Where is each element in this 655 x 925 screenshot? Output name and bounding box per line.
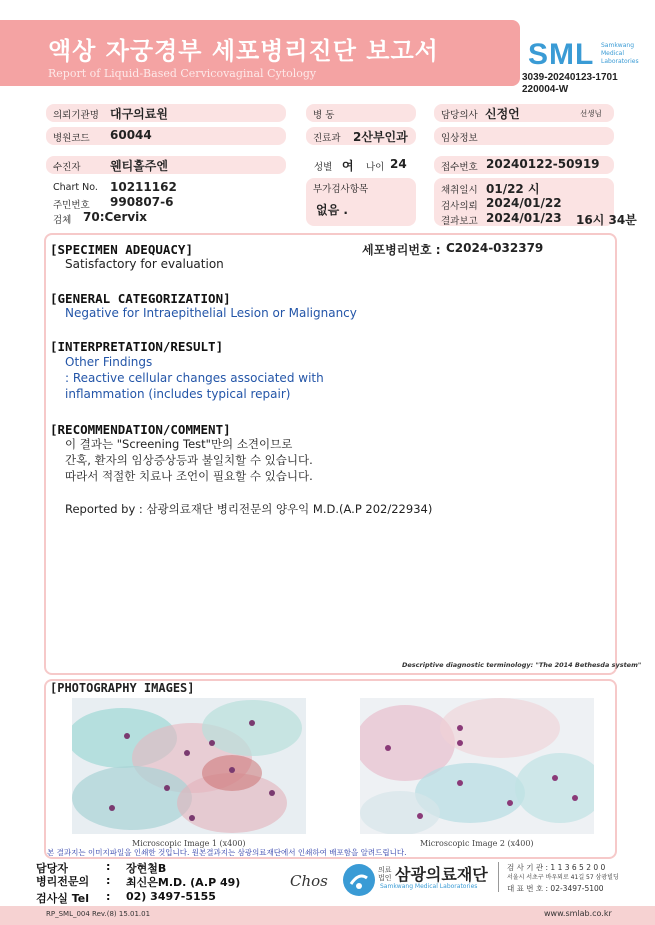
report-date-value: 2024/01/23	[486, 211, 562, 225]
lab-tel-colon: :	[106, 890, 111, 903]
image-2-caption: Microscopic Image 2 (x400)	[420, 839, 534, 848]
website-link[interactable]: www.smlab.co.kr	[544, 909, 612, 918]
department-value: 2산부인과	[353, 130, 408, 144]
lab-tel-value: 02) 3497-5155	[126, 890, 216, 903]
cytology-no-label: 세포병리번호 :	[362, 243, 441, 257]
category-text: Negative for Intraepithelial Lesion or Malignancy	[65, 306, 357, 320]
age-label: 나이	[366, 162, 385, 173]
receipt-no-label: 접수번호	[441, 162, 478, 173]
photo-title: [PHOTOGRAPHY IMAGES]	[50, 681, 195, 695]
signature: Chos	[290, 872, 328, 890]
report-date-label: 결과보고	[441, 216, 478, 227]
age-value: 24	[390, 157, 407, 171]
interpretation-line-2: : Reactive cellular changes associated with	[65, 371, 324, 385]
form-code: RP_SML_004 Rev.(8) 15.01.01	[46, 910, 151, 918]
resident-no-label: 주민번호	[53, 200, 90, 211]
institution-value: 대구의료원	[110, 107, 168, 121]
report-time-value: 16시 34분	[576, 213, 637, 227]
address: 서울시 서초구 바우뫼로 41길 57 삼광빌딩	[507, 874, 619, 881]
lab-id: 검 사 기 관 : 1 1 3 6 5 2 0 0	[507, 863, 606, 872]
chart-no-value: 10211162	[110, 180, 177, 194]
microscopic-image-2	[360, 698, 594, 834]
report-number-line-2: 220004-W	[522, 84, 569, 95]
doctor-suffix: 선생님	[580, 109, 602, 118]
comment-line-2: 간혹, 환자의 임상증상등과 불일치할 수 있습니다.	[65, 453, 313, 467]
sex-value: 여	[342, 159, 354, 173]
collection-date-label: 채취일시	[441, 185, 478, 196]
interpretation-line-1: Other Findings	[65, 355, 153, 369]
report-number-line-1: 3039-20240123-1701	[522, 72, 618, 83]
foundation-small: 의료 법인	[378, 866, 392, 882]
hospital-code-value: 60044	[110, 128, 152, 142]
comment-line-1: 이 결과는 "Screening Test"만의 소견이므로	[65, 437, 293, 451]
interpretation-title: [INTERPRETATION/RESULT]	[50, 339, 224, 354]
cytology-no-value: C2024-032379	[446, 241, 544, 255]
ward-label: 병 동	[313, 110, 335, 121]
specimen-label: 검체	[53, 215, 72, 226]
image-1-caption: Microscopic Image 1 (x400)	[132, 839, 246, 848]
terminology-note: Descriptive diagnostic terminology: "The 2014 Bethesda system"	[402, 661, 642, 669]
category-title: [GENERAL CATEGORIZATION]	[50, 291, 231, 306]
foundation-name: 삼광의료재단	[395, 865, 488, 884]
reported-by: Reported by : 삼광의료재단 병리전문의 양우익 M.D.(A.P 202/22934)	[65, 502, 433, 516]
patient-value: 웬티홀주엔	[110, 159, 168, 173]
chart-no-label: Chart No.	[53, 182, 98, 193]
sml-logo-subtitle: Samkwang Medical Laboratories	[601, 42, 639, 65]
doctor-label: 담당의사	[441, 110, 478, 121]
department-label: 진료과	[313, 133, 341, 144]
patient-label: 수진자	[53, 162, 81, 173]
pathologist-value: 최신은M.D. (A.P 49)	[126, 876, 241, 889]
divider	[498, 862, 499, 892]
receipt-no-value: 20240122-50919	[486, 157, 600, 171]
report-number	[522, 72, 618, 96]
rep-phone: 대 표 번 호 : 02-3497-5100	[507, 884, 604, 893]
hospital-code-label: 병원코드	[53, 133, 90, 144]
extra-test-value: 없음 .	[316, 203, 348, 217]
pathologist-colon: :	[106, 874, 111, 887]
lab-tel-label: 검사실 Tel	[36, 892, 89, 905]
extra-test-label: 부가검사항목	[313, 184, 369, 195]
microscopic-image-1	[72, 698, 306, 834]
report-title: 액상 자궁경부 세포병리진단 보고서	[48, 37, 439, 65]
manager-colon: :	[106, 860, 111, 873]
comment-line-3: 따라서 적절한 치료나 조언이 필요할 수 있습니다.	[65, 469, 313, 483]
institution-label: 의뢰기관명	[53, 110, 99, 121]
report-subtitle: Report of Liquid-Based Cervicovaginal Cytology	[48, 67, 317, 80]
sex-label: 성별	[314, 162, 333, 173]
manager-value: 장현철B	[126, 862, 167, 875]
doctor-value: 신정언	[485, 107, 520, 121]
request-date-value: 2024/01/22	[486, 196, 562, 210]
collection-date-value: 01/22 시	[486, 182, 540, 196]
adequacy-title: [SPECIMEN ADEQUACY]	[50, 242, 193, 257]
recommendation-title: [RECOMMENDATION/COMMENT]	[50, 422, 231, 437]
interpretation-line-3: inflammation (includes typical repair)	[65, 387, 291, 401]
adequacy-text: Satisfactory for evaluation	[65, 257, 224, 271]
clinical-info-label: 임상정보	[441, 133, 478, 144]
request-date-label: 검사의뢰	[441, 201, 478, 212]
foundation-en: Samkwang Medical Laboratories	[380, 883, 478, 890]
sml-logo: SML	[528, 38, 595, 71]
pathologist-label: 병리전문의	[36, 875, 90, 888]
foundation-logo-icon	[343, 864, 375, 896]
print-notice: 본 결과지는 이미지파일을 인쇄한 것입니다. 원본결과지는 삼광의료재단에서 인쇄하여 배포함을 알려드립니다.	[47, 848, 407, 857]
manager-label: 담당자	[36, 862, 68, 875]
resident-no-value: 990807-6	[110, 195, 174, 209]
specimen-value: 70:Cervix	[83, 210, 148, 224]
